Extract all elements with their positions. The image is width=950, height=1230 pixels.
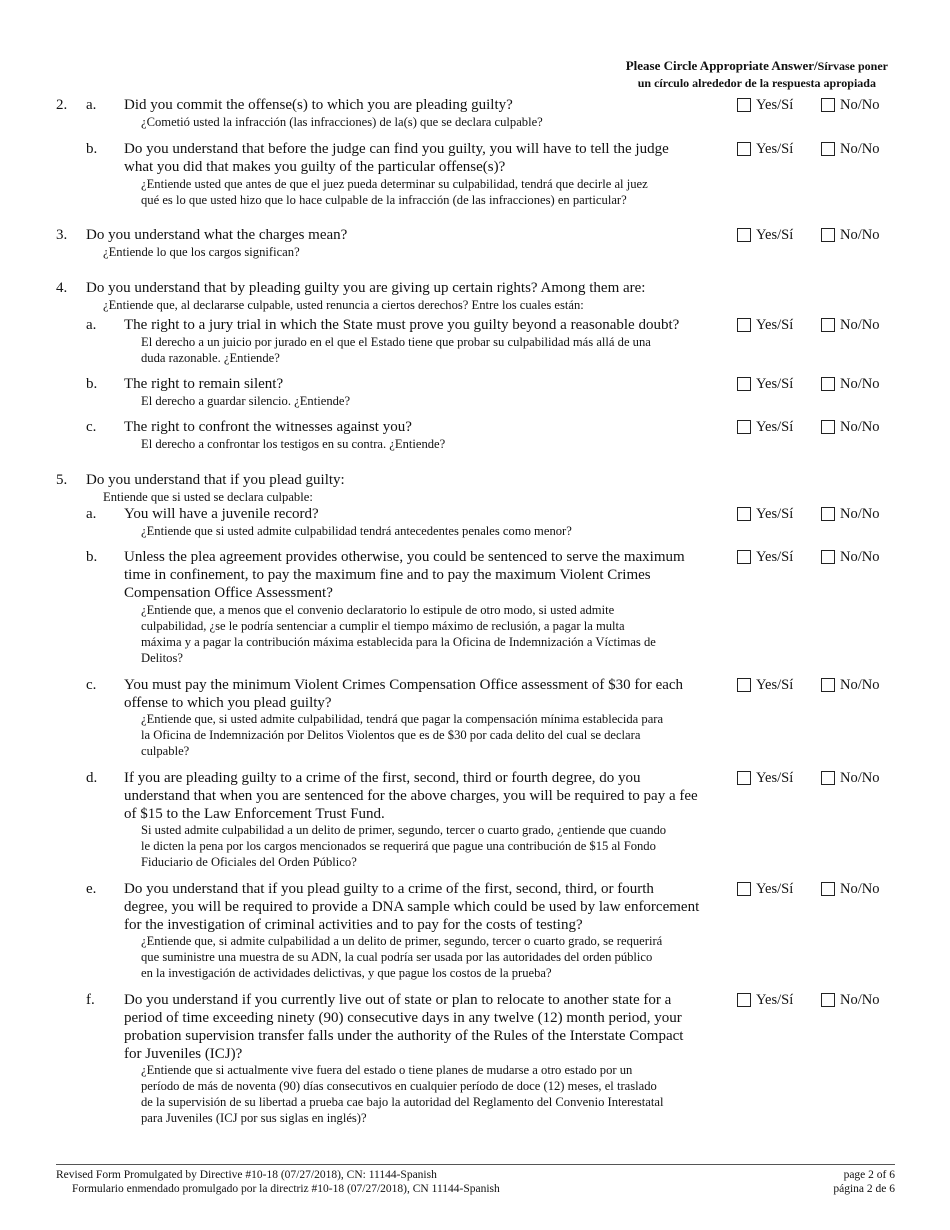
question-4b-text: The right to remain silent? [124, 376, 284, 392]
instructions-es-part1: Sírvase poner [817, 59, 888, 73]
answer-group-5d [737, 769, 907, 787]
checkbox-icon[interactable] [737, 550, 751, 564]
text-line: Unless the plea agreement provides otherwise, you could be sentenced to serve the maximum [124, 549, 685, 565]
form-revision-en: Revised Form Promulgated by Directive #10-18 (07/27/2018), CN: 11144-Spanish [56, 1169, 437, 1181]
checkbox-no-5a[interactable] [821, 505, 879, 523]
answer-group-3 [737, 226, 907, 244]
text-line: qué es lo que usted hizo que lo hace culpable de la infracción (de las infracciones) en particular? [141, 193, 627, 207]
text-line: ¿Entiende que, si admite culpabilidad a un delito de primer, segundo, tercer o cuarto grado, se requerirá [141, 934, 663, 948]
text-line: Do you understand if you currently live out of state or plan to relocate to another state for a [124, 992, 672, 1008]
no-label: No/No [840, 992, 880, 1008]
instructions-es-part2: un círculo alrededor de la respuesta apropiada [637, 76, 876, 90]
yes-label: Yes/Sí [756, 992, 794, 1008]
text-line: en la investigación de actividades delictivas, y que pague los costos de la prueba? [141, 966, 552, 980]
text-line: culpabilidad, ¿se le podría sentenciar a cumplir el tiempo máximo de reclusión, a pagar la multa [141, 619, 625, 633]
no-label: No/No [840, 677, 880, 693]
question-5a-translation: ¿Entiende que si usted admite culpabilidad tendrá antecedentes penales como menor? [141, 524, 572, 538]
answer-group-5c [737, 676, 907, 694]
question-5c-letter: c. [86, 677, 97, 693]
question-5f-text [124, 991, 683, 1063]
answer-group-4b [737, 375, 907, 393]
text-line: probation supervision transfer falls under the authority of the Rules of the Interstate Compact [124, 1028, 684, 1044]
checkbox-icon[interactable] [737, 993, 751, 1007]
checkbox-yes-2a[interactable] [737, 96, 793, 114]
text-line: que suministre una muestra de su ADN, la cual podría ser usada por las autoridades del orden público [141, 950, 653, 964]
page-number [833, 1168, 895, 1196]
yes-label: Yes/Sí [756, 419, 794, 435]
instructions-en: Please Circle Appropriate Answer/ [625, 58, 818, 73]
checkbox-yes-4a[interactable] [737, 316, 793, 334]
checkbox-icon[interactable] [737, 377, 751, 391]
answer-group-5f [737, 991, 907, 1009]
question-3-translation: ¿Entiende lo que los cargos significan? [103, 245, 300, 259]
yes-label: Yes/Sí [756, 506, 794, 522]
question-5f-translation [141, 1062, 663, 1126]
text-line: duda razonable. ¿Entiende? [141, 351, 280, 365]
text-line: para Juveniles (ICJ por sus siglas en inglés)? [141, 1111, 367, 1125]
answer-group-4a [737, 316, 907, 334]
question-number-5: 5. [56, 472, 68, 488]
checkbox-icon[interactable] [821, 420, 835, 434]
checkbox-icon[interactable] [821, 771, 835, 785]
no-label: No/No [840, 549, 880, 565]
text-line: ¿Entiende usted que antes de que el juez pueda determinar su culpabilidad, tendrá que decirle al juez [141, 177, 648, 191]
question-5d-letter: d. [86, 770, 98, 786]
yes-label: Yes/Sí [756, 317, 794, 333]
no-label: No/No [840, 227, 880, 243]
checkbox-no-5b[interactable] [821, 548, 879, 566]
checkbox-no-5f[interactable] [821, 991, 879, 1009]
question-4c-translation: El derecho a confrontar los testigos en su contra. ¿Entiende? [141, 437, 446, 451]
question-5-text: Do you understand that if you plead guilty: [86, 472, 345, 488]
answer-group-4c [737, 418, 907, 436]
text-line: culpable? [141, 744, 190, 758]
checkbox-icon[interactable] [821, 228, 835, 242]
answer-group-5a [737, 505, 907, 523]
question-number-4: 4. [56, 280, 68, 296]
text-line: ¿Entiende que si actualmente vive fuera del estado o tiene planes de mudarse a otro estado por un [141, 1063, 633, 1077]
question-4a-letter: a. [86, 317, 97, 333]
question-5e-translation [141, 933, 662, 981]
no-label: No/No [840, 770, 880, 786]
checkbox-icon[interactable] [821, 882, 835, 896]
question-number-2: 2. [56, 97, 68, 113]
no-label: No/No [840, 506, 880, 522]
checkbox-no-4c[interactable] [821, 418, 879, 436]
text-line: la Oficina de Indemnización por Delitos Violentos que es de $30 por cada delito del cual se declara [141, 728, 641, 742]
text-line: ¿Entiende que, si usted admite culpabilidad, tendrá que pagar la compensación mínima establecida para [141, 712, 664, 726]
text-line: Do you understand that if you plead guilty to a crime of the first, second, third, or fourth [124, 881, 654, 897]
checkbox-icon[interactable] [821, 377, 835, 391]
yes-label: Yes/Sí [756, 677, 794, 693]
checkbox-yes-4c[interactable] [737, 418, 793, 436]
checkbox-icon[interactable] [737, 771, 751, 785]
checkbox-icon[interactable] [737, 98, 751, 112]
text-line: máxima y a pagar la contribución máxima establecida para la Oficina de Indemnización a Víctimas de [141, 635, 656, 649]
form-revision-es: Formulario enmendado promulgado por la directriz #10-18 (07/27/2018), CN 11144-Spanish [72, 1183, 500, 1195]
form-revision-info [56, 1168, 500, 1196]
question-5-translation: Entiende que si usted se declara culpable: [103, 490, 313, 504]
no-label: No/No [840, 141, 880, 157]
text-line: Delitos? [141, 651, 183, 665]
checkbox-yes-2b[interactable] [737, 140, 793, 158]
yes-label: Yes/Sí [756, 881, 794, 897]
text-line: for Juveniles (ICJ)? [124, 1046, 243, 1062]
checkbox-yes-5a[interactable] [737, 505, 793, 523]
text-line: de la supervisión de su libertad a prueba cae bajo la autoridad del Reglamento del Convenio Interestatal [141, 1095, 664, 1109]
text-line: le dicten la pena por los cargos mencionados se requerirá que pague una contribución de $15 al Fondo [141, 839, 656, 853]
checkbox-icon[interactable] [821, 142, 835, 156]
question-5b-translation [141, 602, 656, 666]
checkbox-no-5c[interactable] [821, 676, 879, 694]
no-label: No/No [840, 881, 880, 897]
question-2b-translation [141, 176, 648, 208]
checkbox-icon[interactable] [821, 678, 835, 692]
checkbox-no-3[interactable] [821, 226, 879, 244]
answer-group-5e [737, 880, 907, 898]
yes-label: Yes/Sí [756, 141, 794, 157]
checkbox-yes-5c[interactable] [737, 676, 793, 694]
checkbox-icon[interactable] [737, 318, 751, 332]
question-5f-letter: f. [86, 992, 95, 1008]
checkbox-yes-5d[interactable] [737, 769, 793, 787]
answer-group-2a [737, 96, 907, 114]
text-line: Fiduciario de Oficiales del Orden Público? [141, 855, 357, 869]
checkbox-icon[interactable] [737, 678, 751, 692]
question-2a-translation: ¿Cometió usted la infracción (las infracciones) de la(s) que se declara culpable? [141, 115, 543, 129]
text-line: You must pay the minimum Violent Crimes Compensation Office assessment of $30 for each [124, 677, 684, 693]
question-2a-letter: a. [86, 97, 97, 113]
checkbox-icon[interactable] [737, 507, 751, 521]
checkbox-yes-4b[interactable] [737, 375, 793, 393]
text-line: offense to which you plead guilty? [124, 695, 332, 711]
text-line: ¿Entiende que, a menos que el convenio declaratorio lo estipule de otro modo, si usted admite [141, 603, 615, 617]
question-4-translation: ¿Entiende que, al declararse culpable, usted renuncia a ciertos derechos? Entre los cuales están: [103, 298, 584, 312]
text-line: período de más de noventa (90) días consecutivos en cualquier período de doce (12) meses, el traslado [141, 1079, 657, 1093]
question-5e-text [124, 880, 699, 934]
checkbox-icon[interactable] [821, 98, 835, 112]
text-line: degree, you will be required to provide a DNA sample which could be used by law enforcement [124, 899, 700, 915]
question-4c-text: The right to confront the witnesses against you? [124, 419, 412, 435]
text-line: period of time exceeding ninety (90) consecutive days in any twelve (12) month period, your [124, 1010, 682, 1026]
checkbox-no-4b[interactable] [821, 375, 879, 393]
question-5d-text [124, 769, 698, 823]
text-line: what you did that makes you guilty of the particular offense(s)? [124, 159, 506, 175]
question-4b-letter: b. [86, 376, 98, 392]
text-line: understand that when you are sentenced for the above charges, you will be required to pay a fee [124, 788, 698, 804]
question-5d-translation [141, 822, 666, 870]
checkbox-no-2a[interactable] [821, 96, 879, 114]
question-5e-letter: e. [86, 881, 97, 897]
question-2b-text [124, 140, 669, 176]
question-4a-text: The right to a jury trial in which the State must prove you guilty beyond a reasonable doubt? [124, 317, 680, 333]
checkbox-icon[interactable] [821, 993, 835, 1007]
checkbox-no-2b[interactable] [821, 140, 879, 158]
checkbox-yes-5f[interactable] [737, 991, 793, 1009]
question-4-text: Do you understand that by pleading guilty you are giving up certain rights? Among them are: [86, 280, 646, 296]
yes-label: Yes/Sí [756, 549, 794, 565]
answer-instructions [626, 57, 888, 91]
checkbox-icon[interactable] [737, 142, 751, 156]
question-2a-text: Did you commit the offense(s) to which you are pleading guilty? [124, 97, 513, 113]
checkbox-icon[interactable] [821, 550, 835, 564]
checkbox-no-4a[interactable] [821, 316, 879, 334]
checkbox-yes-5e[interactable] [737, 880, 793, 898]
text-line: If you are pleading guilty to a crime of the first, second, third or fourth degree, do you [124, 770, 641, 786]
yes-label: Yes/Sí [756, 770, 794, 786]
no-label: No/No [840, 97, 880, 113]
checkbox-icon[interactable] [737, 228, 751, 242]
question-5c-translation [141, 711, 663, 759]
checkbox-icon[interactable] [821, 507, 835, 521]
checkbox-no-5d[interactable] [821, 769, 879, 787]
checkbox-no-5e[interactable] [821, 880, 879, 898]
question-number-3: 3. [56, 227, 68, 243]
checkbox-icon[interactable] [737, 420, 751, 434]
question-4b-translation: El derecho a guardar silencio. ¿Entiende? [141, 394, 351, 408]
checkbox-yes-3[interactable] [737, 226, 793, 244]
text-line: Compensation Office Assessment? [124, 585, 333, 601]
checkbox-icon[interactable] [821, 318, 835, 332]
yes-label: Yes/Sí [756, 227, 794, 243]
text-line: time in confinement, to pay the maximum fine and to pay the maximum Violent Crimes [124, 567, 651, 583]
text-line: Si usted admite culpabilidad a un delito de primer, segundo, tercer o cuarto grado, ¿entiende que cuando [141, 823, 667, 837]
checkbox-yes-5b[interactable] [737, 548, 793, 566]
question-4a-translation [141, 334, 651, 366]
no-label: No/No [840, 376, 880, 392]
no-label: No/No [840, 419, 880, 435]
no-label: No/No [840, 317, 880, 333]
page-number-en: page 2 of 6 [843, 1169, 895, 1181]
page-number-es: página 2 de 6 [833, 1183, 895, 1195]
text-line: for the investigation of criminal activities and to pay for the costs of testing? [124, 917, 583, 933]
page-footer [56, 1164, 895, 1195]
question-5c-text [124, 676, 683, 712]
question-2b-letter: b. [86, 141, 98, 157]
checkbox-icon[interactable] [737, 882, 751, 896]
text-line: El derecho a un juicio por jurado en el que el Estado tiene que probar su culpabilidad más allá de una [141, 335, 651, 349]
question-4c-letter: c. [86, 419, 97, 435]
yes-label: Yes/Sí [756, 376, 794, 392]
question-5b-letter: b. [86, 549, 98, 565]
answer-group-2b [737, 140, 907, 158]
question-5a-text: You will have a juvenile record? [124, 506, 319, 522]
question-5a-letter: a. [86, 506, 97, 522]
text-line: Do you understand that before the judge can find you guilty, you will have to tell the judge [124, 141, 669, 157]
question-3-text: Do you understand what the charges mean? [86, 227, 348, 243]
question-5b-text [124, 548, 685, 602]
yes-label: Yes/Sí [756, 97, 794, 113]
answer-group-5b [737, 548, 907, 566]
text-line: of $15 to the Law Enforcement Trust Fund. [124, 806, 385, 822]
